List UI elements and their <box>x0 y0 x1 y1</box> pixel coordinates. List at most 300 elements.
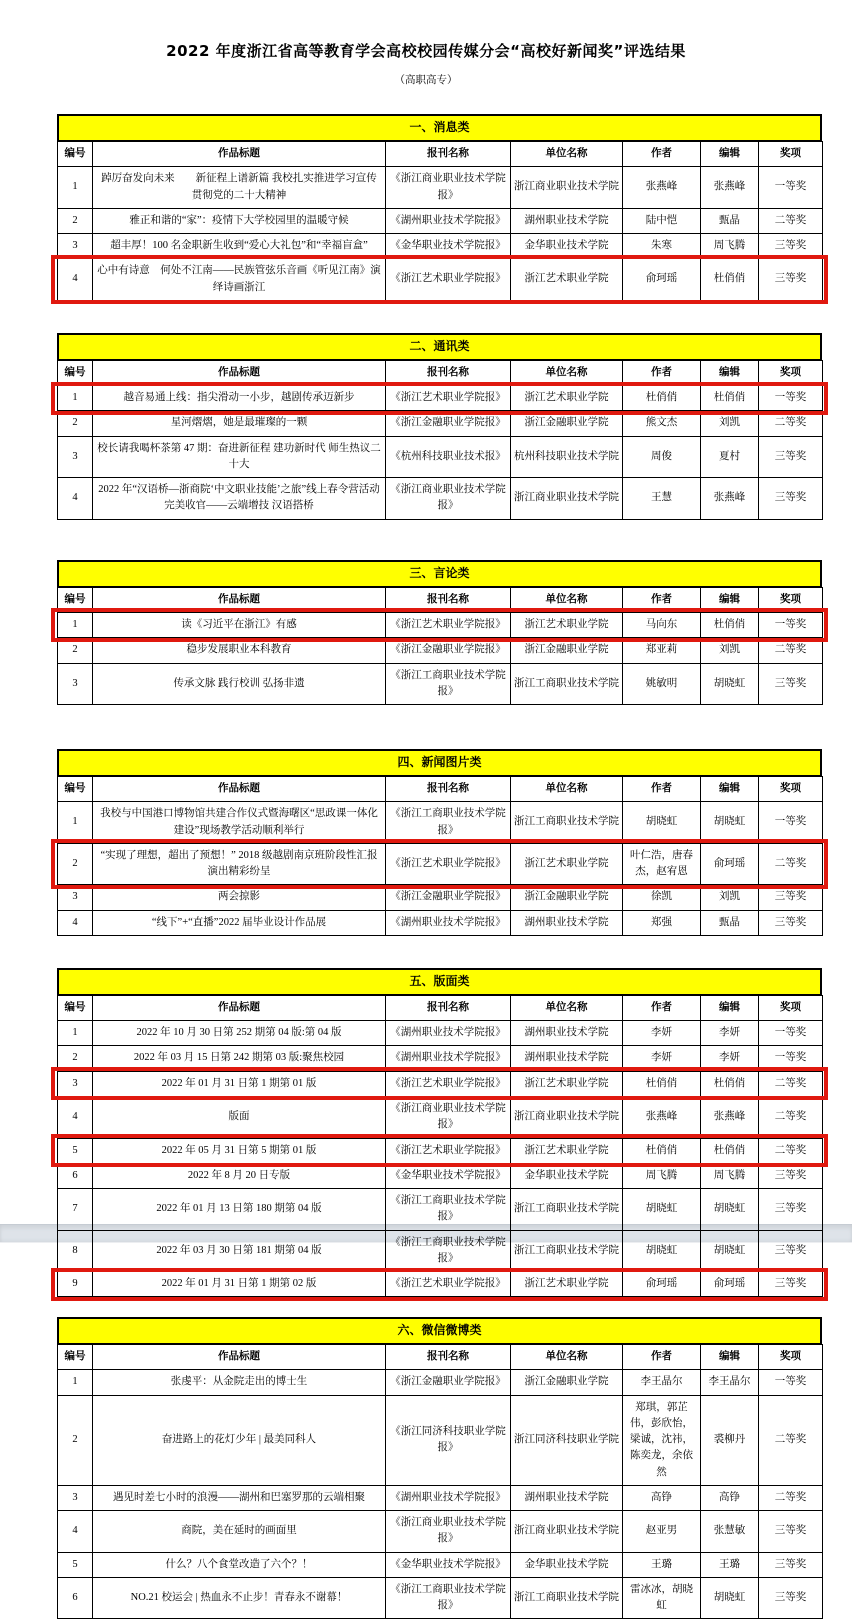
cell-unit: 金华职业技术学院 <box>511 1552 623 1577</box>
cell-award: 三等奖 <box>759 663 823 705</box>
section-heading: 二、通讯类 <box>57 333 822 360</box>
cell-award: 三等奖 <box>759 234 823 259</box>
cell-publication: 《浙江商业职业技术学院报》 <box>386 167 511 209</box>
page-subtitle: （高职高专） <box>394 75 458 86</box>
table-row <box>58 167 823 209</box>
cell-author: 李妍 <box>623 1021 701 1046</box>
cell-unit: 浙江艺术职业学院 <box>511 843 623 885</box>
cell-unit: 浙江金融职业学院 <box>511 411 623 436</box>
cell-no: 3 <box>58 1485 93 1510</box>
cell-publication: 《浙江工商职业技术学院报》 <box>386 1230 511 1272</box>
column-header: 单位名称 <box>511 360 623 385</box>
cell-editor: 胡晓虹 <box>701 663 759 705</box>
cell-no: 4 <box>58 1511 93 1553</box>
cell-title: 雅正和谐的“家”：疫情下大学校园里的温暖守候 <box>93 208 386 233</box>
cell-title: 奋进路上的花灯少年 | 最美同科人 <box>93 1395 386 1485</box>
column-header: 作品标题 <box>93 995 386 1020</box>
cell-no: 2 <box>58 638 93 663</box>
cell-publication: 《湖州职业技术学院报》 <box>386 1046 511 1071</box>
cell-publication: 《浙江金融职业学院报》 <box>386 885 511 910</box>
cell-no: 3 <box>58 234 93 259</box>
cell-author: 杜俏俏 <box>623 1071 701 1096</box>
cell-award: 三等奖 <box>759 885 823 910</box>
cell-title: 踔厉奋发向未来 新征程上谱新篇 我校扎实推进学习宣传贯彻党的二十大精神 <box>93 167 386 209</box>
column-header: 编号 <box>58 360 93 385</box>
table-row <box>58 1485 823 1510</box>
table-row <box>58 436 823 478</box>
cell-title: 2022 年 8 月 20 日专版 <box>93 1163 386 1188</box>
cell-author: 朱寒 <box>623 234 701 259</box>
column-header: 奖项 <box>759 995 823 1020</box>
cell-publication: 《浙江艺术职业学院报》 <box>386 1071 511 1096</box>
column-header: 作品标题 <box>93 142 386 167</box>
cell-author: 徐凯 <box>623 885 701 910</box>
cell-unit: 金华职业技术学院 <box>511 234 623 259</box>
cell-title: 2022 年“汉语桥—浙商院‘中文职业技能’之旅”线上春令营活动完美收官——云端增技 汉语搭桥 <box>93 478 386 520</box>
cell-author: 姚敏明 <box>623 663 701 705</box>
cell-no: 4 <box>58 478 93 520</box>
cell-editor: 高铮 <box>701 1485 759 1510</box>
cell-award: 二等奖 <box>759 638 823 663</box>
table-row <box>58 1071 823 1096</box>
cell-author: 王慧 <box>623 478 701 520</box>
cell-award: 三等奖 <box>759 1552 823 1577</box>
cell-publication: 《浙江艺术职业学院报》 <box>386 843 511 885</box>
cell-editor: 李妍 <box>701 1046 759 1071</box>
column-header: 编辑 <box>701 587 759 612</box>
cell-no: 3 <box>58 885 93 910</box>
cell-author: 胡晓虹 <box>623 1230 701 1272</box>
cell-author: 张燕峰 <box>623 1096 701 1138</box>
cell-title: 2022 年 05 月 31 日第 5 期第 01 版 <box>93 1138 386 1163</box>
column-header: 奖项 <box>759 360 823 385</box>
column-header: 作者 <box>623 142 701 167</box>
cell-title: 2022 年 01 月 13 日第 180 期第 04 版 <box>93 1189 386 1231</box>
cell-no: 4 <box>58 910 93 935</box>
cell-no: 5 <box>58 1552 93 1577</box>
award-section <box>57 560 822 705</box>
table-row <box>58 663 823 705</box>
cell-unit: 浙江工商职业技术学院 <box>511 1577 623 1619</box>
cell-award: 二等奖 <box>759 1096 823 1138</box>
column-header: 编号 <box>58 142 93 167</box>
table-row <box>58 612 823 637</box>
award-table-wrap <box>57 587 822 705</box>
section-heading: 六、微信微博类 <box>57 1317 822 1344</box>
cell-author: 高铮 <box>623 1485 701 1510</box>
cell-no: 1 <box>58 386 93 411</box>
section-heading: 一、消息类 <box>57 114 822 141</box>
column-header: 作品标题 <box>93 587 386 612</box>
award-section <box>57 749 822 936</box>
cell-no: 4 <box>58 1096 93 1138</box>
cell-publication: 《湖州职业技术学院报》 <box>386 1485 511 1510</box>
cell-unit: 湖州职业技术学院 <box>511 208 623 233</box>
table-row <box>58 1577 823 1619</box>
column-header: 报刊名称 <box>386 777 511 802</box>
cell-author: 赵亚男 <box>623 1511 701 1553</box>
cell-award: 二等奖 <box>759 1138 823 1163</box>
cell-publication: 《浙江同济科技职业学院报》 <box>386 1395 511 1485</box>
cell-editor: 杜俏俏 <box>701 612 759 637</box>
award-table-wrap <box>57 141 822 301</box>
cell-no: 1 <box>58 167 93 209</box>
cell-title: 越音易通上线：指尖滑动一小步，越剧传承迈新步 <box>93 386 386 411</box>
table-row <box>58 1046 823 1071</box>
cell-award: 一等奖 <box>759 167 823 209</box>
cell-author: 马向东 <box>623 612 701 637</box>
table-row <box>58 1230 823 1272</box>
cell-unit: 浙江工商职业技术学院 <box>511 1230 623 1272</box>
cell-editor: 刘凯 <box>701 638 759 663</box>
cell-no: 1 <box>58 1370 93 1395</box>
cell-publication: 《浙江工商职业技术学院报》 <box>386 1577 511 1619</box>
cell-unit: 浙江艺术职业学院 <box>511 386 623 411</box>
cell-title: 2022 年 03 月 15 日第 242 期第 03 版:聚焦校园 <box>93 1046 386 1071</box>
award-table-wrap <box>57 995 822 1297</box>
column-header: 编辑 <box>701 777 759 802</box>
cell-publication: 《湖州职业技术学院报》 <box>386 208 511 233</box>
award-table <box>57 141 823 301</box>
column-header: 作者 <box>623 587 701 612</box>
cell-unit: 杭州科技职业技术学院 <box>511 436 623 478</box>
column-header: 报刊名称 <box>386 1345 511 1370</box>
cell-title: 两会掠影 <box>93 885 386 910</box>
sections-page-2 <box>57 1317 822 1619</box>
cell-title: 稳步发展职业本科教育 <box>93 638 386 663</box>
cell-award: 三等奖 <box>759 1230 823 1272</box>
cell-unit: 浙江商业职业技术学院 <box>511 167 623 209</box>
award-table <box>57 587 823 705</box>
cell-unit: 浙江金融职业学院 <box>511 638 623 663</box>
column-header: 编辑 <box>701 142 759 167</box>
cell-unit: 湖州职业技术学院 <box>511 1021 623 1046</box>
cell-editor: 杜俏俏 <box>701 259 759 301</box>
column-header: 单位名称 <box>511 142 623 167</box>
column-header: 报刊名称 <box>386 142 511 167</box>
cell-author: 李王晶尔 <box>623 1370 701 1395</box>
table-row <box>58 1189 823 1231</box>
column-header: 报刊名称 <box>386 360 511 385</box>
award-section <box>57 1317 822 1619</box>
table-row <box>58 1163 823 1188</box>
cell-unit: 浙江商业职业技术学院 <box>511 478 623 520</box>
section-heading: 四、新闻图片类 <box>57 749 822 776</box>
cell-no: 2 <box>58 843 93 885</box>
column-header: 作品标题 <box>93 360 386 385</box>
cell-author: 周俊 <box>623 436 701 478</box>
cell-title: 星河熠熠，她是最璀璨的一颗 <box>93 411 386 436</box>
cell-no: 2 <box>58 208 93 233</box>
header-row <box>58 142 823 167</box>
cell-award: 二等奖 <box>759 1395 823 1485</box>
award-table <box>57 1344 823 1619</box>
cell-editor: 李妍 <box>701 1021 759 1046</box>
column-header: 报刊名称 <box>386 587 511 612</box>
cell-unit: 浙江商业职业技术学院 <box>511 1511 623 1553</box>
cell-award: 二等奖 <box>759 1485 823 1510</box>
cell-award: 一等奖 <box>759 386 823 411</box>
column-header: 作品标题 <box>93 1345 386 1370</box>
column-header: 奖项 <box>759 1345 823 1370</box>
cell-editor: 张燕峰 <box>701 1096 759 1138</box>
cell-title: 读《习近平在浙江》有感 <box>93 612 386 637</box>
column-header: 作者 <box>623 360 701 385</box>
cell-editor: 刘凯 <box>701 411 759 436</box>
column-header: 作者 <box>623 777 701 802</box>
cell-unit: 浙江同济科技职业学院 <box>511 1395 623 1485</box>
cell-editor: 刘凯 <box>701 885 759 910</box>
cell-publication: 《湖州职业技术学院报》 <box>386 1021 511 1046</box>
cell-award: 一等奖 <box>759 1370 823 1395</box>
cell-author: 周飞腾 <box>623 1163 701 1188</box>
cell-unit: 浙江工商职业技术学院 <box>511 1189 623 1231</box>
table-row <box>58 386 823 411</box>
cell-author: 张燕峰 <box>623 167 701 209</box>
cell-author: 杜俏俏 <box>623 386 701 411</box>
cell-no: 2 <box>58 1046 93 1071</box>
table-row <box>58 411 823 436</box>
cell-editor: 甄晶 <box>701 208 759 233</box>
table-row <box>58 802 823 844</box>
cell-author: 俞珂瑶 <box>623 259 701 301</box>
cell-publication: 《金华职业技术学院报》 <box>386 1552 511 1577</box>
cell-publication: 《湖州职业技术学院报》 <box>386 910 511 935</box>
cell-no: 2 <box>58 1395 93 1485</box>
cell-author: 郑亚莉 <box>623 638 701 663</box>
cell-award: 三等奖 <box>759 1272 823 1297</box>
award-table-wrap <box>57 1344 822 1619</box>
column-header: 奖项 <box>759 142 823 167</box>
cell-author: 郑琪，郭芷伟，彭欣怡，梁诚，沈祎，陈奕龙，余依然 <box>623 1395 701 1485</box>
cell-award: 三等奖 <box>759 1577 823 1619</box>
cell-title: 2022 年 01 月 31 日第 1 期第 01 版 <box>93 1071 386 1096</box>
cell-award: 一等奖 <box>759 802 823 844</box>
cell-unit: 湖州职业技术学院 <box>511 1046 623 1071</box>
cell-unit: 浙江艺术职业学院 <box>511 1272 623 1297</box>
cell-award: 三等奖 <box>759 436 823 478</box>
cell-publication: 《浙江工商职业技术学院报》 <box>386 1189 511 1231</box>
cell-publication: 《浙江商业职业技术学院报》 <box>386 1096 511 1138</box>
cell-award: 三等奖 <box>759 1511 823 1553</box>
cell-publication: 《浙江工商职业技术学院报》 <box>386 802 511 844</box>
award-table <box>57 995 823 1297</box>
cell-editor: 夏村 <box>701 436 759 478</box>
cell-publication: 《浙江工商职业技术学院报》 <box>386 663 511 705</box>
cell-no: 3 <box>58 1071 93 1096</box>
column-header: 作品标题 <box>93 777 386 802</box>
cell-award: 一等奖 <box>759 612 823 637</box>
cell-author: 王璐 <box>623 1552 701 1577</box>
cell-award: 二等奖 <box>759 208 823 233</box>
column-header: 单位名称 <box>511 995 623 1020</box>
cell-editor: 俞珂瑶 <box>701 1272 759 1297</box>
cell-no: 5 <box>58 1138 93 1163</box>
column-header: 编号 <box>58 1345 93 1370</box>
column-header: 奖项 <box>759 587 823 612</box>
cell-unit: 湖州职业技术学院 <box>511 910 623 935</box>
cell-publication: 《浙江金融职业学院报》 <box>386 411 511 436</box>
table-row <box>58 1272 823 1297</box>
table-row <box>58 1370 823 1395</box>
table-row <box>58 1552 823 1577</box>
sections-page-1 <box>57 114 822 1297</box>
cell-title: “实现了理想，超出了预想！” 2018 级越剧南京班阶段性汇报演出精彩纷呈 <box>93 843 386 885</box>
cell-author: 熊文杰 <box>623 411 701 436</box>
header-row <box>58 1345 823 1370</box>
cell-unit: 浙江工商职业技术学院 <box>511 663 623 705</box>
cell-author: 郑强 <box>623 910 701 935</box>
cell-no: 6 <box>58 1163 93 1188</box>
column-header: 编辑 <box>701 995 759 1020</box>
cell-publication: 《金华职业技术学院报》 <box>386 1163 511 1188</box>
header-row <box>58 587 823 612</box>
cell-unit: 浙江艺术职业学院 <box>511 259 623 301</box>
table-row <box>58 259 823 301</box>
cell-title: 我校与中国港口博物馆共建合作仪式暨海曙区“思政课一体化建设”现场教学活动顺利举行 <box>93 802 386 844</box>
cell-no: 1 <box>58 1021 93 1046</box>
header-row <box>58 995 823 1020</box>
cell-editor: 裘柳丹 <box>701 1395 759 1485</box>
cell-title: 张虔平：从金院走出的博士生 <box>93 1370 386 1395</box>
cell-no: 6 <box>58 1577 93 1619</box>
award-table <box>57 360 823 520</box>
cell-no: 1 <box>58 802 93 844</box>
table-row <box>58 234 823 259</box>
cell-title: 超丰厚！100 名金职新生收到“爱心大礼包”和“幸福盲盒” <box>93 234 386 259</box>
page-title: 2022 年度浙江省高等教育学会高校校园传媒分会“高校好新闻奖”评选结果 <box>166 42 686 60</box>
cell-title: 遇见时差七小时的浪漫——湖州和巴塞罗那的云端相聚 <box>93 1485 386 1510</box>
cell-unit: 湖州职业技术学院 <box>511 1485 623 1510</box>
award-table-wrap <box>57 776 822 936</box>
table-row <box>58 843 823 885</box>
cell-publication: 《杭州科技职业技术报》 <box>386 436 511 478</box>
cell-award: 三等奖 <box>759 478 823 520</box>
column-header: 编号 <box>58 777 93 802</box>
cell-publication: 《浙江金融职业学院报》 <box>386 638 511 663</box>
cell-title: NO.21 校运会 | 热血永不止步！青春永不谢幕！ <box>93 1577 386 1619</box>
cell-title: 2022 年 03 月 30 日第 181 期第 04 版 <box>93 1230 386 1272</box>
award-section <box>57 968 822 1297</box>
cell-publication: 《浙江商业职业技术学院报》 <box>386 1511 511 1553</box>
award-table <box>57 776 823 936</box>
column-header: 编号 <box>58 587 93 612</box>
cell-title: 心中有诗意 何处不江南——民族管弦乐音画《听见江南》演绎诗画浙江 <box>93 259 386 301</box>
cell-editor: 杜俏俏 <box>701 386 759 411</box>
cell-no: 1 <box>58 612 93 637</box>
cell-editor: 胡晓虹 <box>701 802 759 844</box>
section-heading: 五、版面类 <box>57 968 822 995</box>
cell-title: 传承文脉 践行校训 弘扬非遗 <box>93 663 386 705</box>
cell-unit: 浙江工商职业技术学院 <box>511 802 623 844</box>
cell-author: 俞珂瑶 <box>623 1272 701 1297</box>
table-row <box>58 1395 823 1485</box>
cell-author: 杜俏俏 <box>623 1138 701 1163</box>
cell-title: 2022 年 10 月 30 日第 252 期第 04 版:第 04 版 <box>93 1021 386 1046</box>
table-row <box>58 1511 823 1553</box>
cell-editor: 杜俏俏 <box>701 1071 759 1096</box>
cell-no: 3 <box>58 436 93 478</box>
cell-publication: 《浙江艺术职业学院报》 <box>386 259 511 301</box>
table-row <box>58 910 823 935</box>
column-header: 报刊名称 <box>386 995 511 1020</box>
cell-award: 二等奖 <box>759 1071 823 1096</box>
cell-no: 7 <box>58 1189 93 1231</box>
table-row <box>58 885 823 910</box>
table-row <box>58 638 823 663</box>
cell-editor: 李王晶尔 <box>701 1370 759 1395</box>
table-row <box>58 1021 823 1046</box>
award-section <box>57 333 822 520</box>
cell-award: 一等奖 <box>759 1021 823 1046</box>
cell-publication: 《浙江商业职业技术学院报》 <box>386 478 511 520</box>
cell-no: 8 <box>58 1230 93 1272</box>
column-header: 编辑 <box>701 1345 759 1370</box>
cell-award: 一等奖 <box>759 1046 823 1071</box>
document-page-2 <box>0 1243 852 1619</box>
cell-title: 2022 年 01 月 31 日第 1 期第 02 版 <box>93 1272 386 1297</box>
cell-title: 版面 <box>93 1096 386 1138</box>
cell-unit: 浙江金融职业学院 <box>511 1370 623 1395</box>
cell-author: 胡晓虹 <box>623 802 701 844</box>
column-header: 单位名称 <box>511 777 623 802</box>
award-section <box>57 114 822 301</box>
cell-publication: 《浙江金融职业学院报》 <box>386 1370 511 1395</box>
cell-title: “线下”+“直播”2022 届毕业设计作品展 <box>93 910 386 935</box>
cell-unit: 浙江艺术职业学院 <box>511 1071 623 1096</box>
cell-unit: 浙江艺术职业学院 <box>511 1138 623 1163</box>
cell-no: 3 <box>58 663 93 705</box>
cell-unit: 浙江艺术职业学院 <box>511 612 623 637</box>
table-row <box>58 478 823 520</box>
cell-editor: 胡晓虹 <box>701 1577 759 1619</box>
header-row <box>58 777 823 802</box>
cell-no: 4 <box>58 259 93 301</box>
column-header: 作者 <box>623 1345 701 1370</box>
cell-award: 三等奖 <box>759 259 823 301</box>
cell-award: 三等奖 <box>759 1163 823 1188</box>
cell-author: 雷冰冰，胡晓虹 <box>623 1577 701 1619</box>
cell-editor: 周飞腾 <box>701 1163 759 1188</box>
section-heading: 三、言论类 <box>57 560 822 587</box>
cell-publication: 《金华职业技术学院报》 <box>386 234 511 259</box>
cell-award: 二等奖 <box>759 843 823 885</box>
cell-publication: 《浙江艺术职业学院报》 <box>386 386 511 411</box>
column-header: 单位名称 <box>511 587 623 612</box>
header-row <box>58 360 823 385</box>
cell-author: 叶仁浩，唐春杰，赵宥恩 <box>623 843 701 885</box>
cell-author: 李妍 <box>623 1046 701 1071</box>
cell-editor: 胡晓虹 <box>701 1189 759 1231</box>
cell-publication: 《浙江艺术职业学院报》 <box>386 1272 511 1297</box>
cell-editor: 周飞腾 <box>701 234 759 259</box>
cell-publication: 《浙江艺术职业学院报》 <box>386 612 511 637</box>
table-row <box>58 1096 823 1138</box>
cell-title: 什么？八个食堂改造了六个？！ <box>93 1552 386 1577</box>
cell-title: 商院，美在延时的画面里 <box>93 1511 386 1553</box>
cell-unit: 浙江金融职业学院 <box>511 885 623 910</box>
cell-title: 校长请我喝杯茶第 47 期：奋进新征程 建功新时代 师生热议二十大 <box>93 436 386 478</box>
cell-editor: 俞珂瑶 <box>701 843 759 885</box>
cell-editor: 杜俏俏 <box>701 1138 759 1163</box>
cell-award: 三等奖 <box>759 910 823 935</box>
cell-no: 2 <box>58 411 93 436</box>
cell-author: 陆中恺 <box>623 208 701 233</box>
cell-publication: 《浙江艺术职业学院报》 <box>386 1138 511 1163</box>
column-header: 作者 <box>623 995 701 1020</box>
cell-editor: 甄晶 <box>701 910 759 935</box>
cell-author: 胡晓虹 <box>623 1189 701 1231</box>
